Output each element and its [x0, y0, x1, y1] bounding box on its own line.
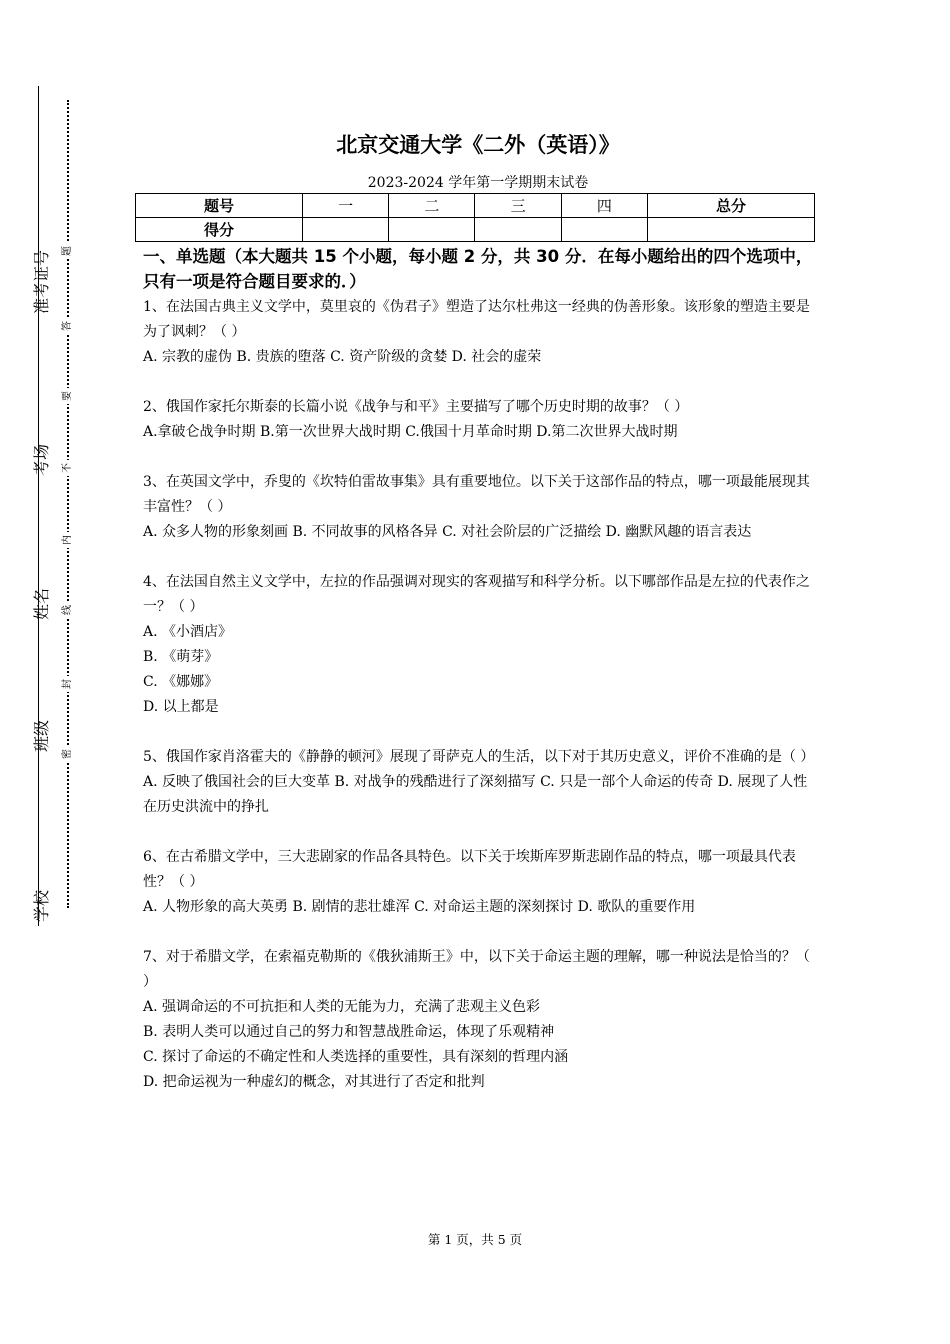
seal-char: 题	[60, 243, 76, 259]
question-options: A. 人物形象的高大英勇 B. 剧情的悲壮雄浑 C. 对命运主题的深刻探讨 D. 歌队的重要作用	[143, 899, 696, 915]
question-item	[143, 570, 813, 720]
question-option-d: D. 以上都是	[143, 699, 219, 715]
question-option-a: A. 强调命运的不可抗拒和人类的无能为力，充满了悲观主义色彩	[143, 999, 541, 1015]
question-item	[143, 470, 813, 545]
seal-char: 答	[60, 318, 76, 334]
score-table-score-row	[136, 218, 815, 242]
question-options: A.拿破仑战争时期 B.第一次世界大战时期 C.俄国十月革命时期 D.第二次世界大战时期	[143, 424, 678, 440]
field-exam-room-label: 考场	[31, 444, 51, 477]
seal-char: 内	[60, 532, 76, 548]
binding-solid-line	[38, 86, 39, 926]
score-header-cell: 四	[561, 194, 647, 218]
seal-char: 密	[60, 746, 76, 762]
question-option-c: C. 《娜娜》	[143, 674, 219, 690]
binding-margin	[0, 0, 110, 1344]
question-item	[143, 395, 813, 445]
seal-char: 线	[60, 602, 76, 618]
question-stem: 3、在英国文学中，乔叟的《坎特伯雷故事集》具有重要地位。以下关于这部作品的特点，哪一项最能展现其丰富性？（ ）	[143, 474, 810, 515]
page-footer: 第 1 页，共 5 页	[427, 1232, 523, 1247]
question-stem: 1、在法国古典主义文学中，莫里哀的《伪君子》塑造了达尔杜弗这一经典的伪善形象。该形象的塑造主要是为了讽刺？（ ）	[143, 299, 810, 340]
question-item	[143, 745, 813, 820]
question-option-a: A. 《小酒店》	[143, 624, 233, 640]
score-header-cell: 三	[475, 194, 561, 218]
score-header-cell: 题号	[136, 194, 303, 218]
field-school-label: 学校	[31, 890, 51, 923]
field-name-label: 姓名	[31, 588, 51, 621]
score-row-label: 得分	[136, 218, 303, 242]
seal-char: 不	[60, 460, 76, 476]
question-stem: 6、在古希腊文学中，三大悲剧家的作品各具特色。以下关于埃斯库罗斯悲剧作品的特点，哪一项最具代表性？（ ）	[143, 849, 796, 890]
question-item	[143, 295, 813, 370]
question-option-b: B. 《萌芽》	[143, 649, 219, 665]
question-list	[143, 295, 813, 1120]
question-item	[143, 845, 813, 920]
score-header-cell: 一	[303, 194, 389, 218]
score-cell[interactable]	[303, 218, 389, 242]
score-cell[interactable]	[475, 218, 561, 242]
question-stem: 5、俄国作家肖洛霍夫的《静静的顿河》展现了哥萨克人的生活，以下对于其历史意义，评价不准确的是（ ）	[143, 749, 815, 765]
score-cell[interactable]	[561, 218, 647, 242]
seal-char: 要	[60, 388, 76, 404]
score-header-cell: 总分	[647, 194, 814, 218]
question-stem: 2、俄国作家托尔斯泰的长篇小说《战争与和平》主要描写了哪个历史时期的故事？（ ）	[143, 399, 689, 415]
question-stem: 7、对于希腊文学，在索福克勒斯的《俄狄浦斯王》中，以下关于命运主题的理解，哪一种说法是恰当的？（ ）	[143, 949, 810, 990]
question-options: A. 反映了俄国社会的巨大变革 B. 对战争的残酷进行了深刻描写 C. 只是一部个人命运的传奇 D. 展现了人性在历史洪流中的挣扎	[143, 774, 808, 815]
score-cell[interactable]	[647, 218, 814, 242]
question-item	[143, 945, 813, 1095]
score-cell[interactable]	[389, 218, 475, 242]
question-options: A. 众多人物的形象刻画 B. 不同故事的风格各异 C. 对社会阶层的广泛描绘 D. 幽默风趣的语言表达	[143, 524, 752, 540]
field-exam-id-label: 准考证号	[31, 249, 51, 314]
seal-dotted-line	[67, 100, 69, 908]
section-heading: 一、单选题（本大题共 15 个小题，每小题 2 分，共 30 分．在每小题给出的四个选项中，只有一项是符合题目要求的．）	[143, 247, 813, 291]
seal-char: 封	[60, 676, 76, 692]
score-table-header-row	[136, 194, 815, 218]
question-option-b: B. 表明人类可以通过自己的努力和智慧战胜命运，体现了乐观精神	[143, 1024, 555, 1040]
exam-subtitle: 2023-2024 学年第一学期期末试卷	[367, 175, 589, 191]
field-class-label: 班级	[31, 720, 51, 753]
question-option-c: C. 探讨了命运的不确定性和人类选择的重要性，具有深刻的哲理内涵	[143, 1049, 569, 1065]
score-header-cell: 二	[389, 194, 475, 218]
question-stem: 4、在法国自然主义文学中，左拉的作品强调对现实的客观描写和科学分析。以下哪部作品是左拉的代表作之一？（ ）	[143, 574, 810, 615]
question-options: A. 宗教的虚伪 B. 贵族的堕落 C. 资产阶级的贪婪 D. 社会的虚荣	[143, 349, 542, 365]
question-option-d: D. 把命运视为一种虚幻的概念，对其进行了否定和批判	[143, 1074, 485, 1090]
exam-title: 北京交通大学《二外（英语）》	[336, 133, 620, 157]
score-table	[135, 193, 815, 242]
